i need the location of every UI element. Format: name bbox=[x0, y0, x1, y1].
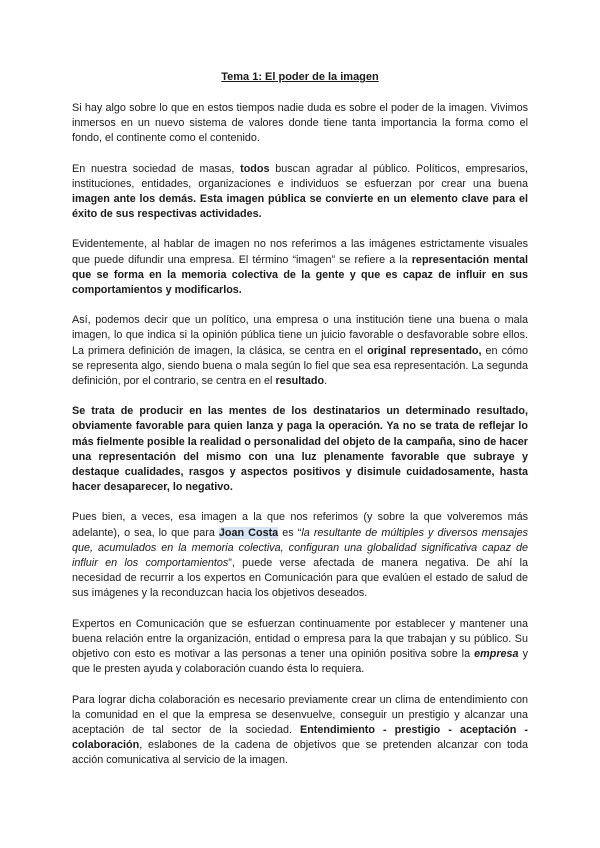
text-run: es “ bbox=[278, 526, 302, 539]
text-run: Evidentemente, al hablar de imagen no nos referimos a las imágenes estrictamente visuales que puede difundir una empresa. El término “imagen” se refiere a la bbox=[72, 238, 528, 266]
paragraph-mass-society bbox=[72, 162, 528, 223]
bold-paragraph-text: Se trata de producir en las mentes de los destinatarios un determinado resultado, obviamente favorable para quien lanza y paga la operación. Ya no se trata de reflejar lo más fielmente posible la realidad o personalidad del objeto de la campaña, sino de hacer una representación del mismo con una luz plenamente favorable que subraye y destaque cualidades, rasgos y aspectos positivos y disimule cuidadosamente, hasta hacer desaparecer, lo negativo. bbox=[72, 405, 529, 494]
page-title: Tema 1: El poder de la imagen bbox=[221, 71, 379, 83]
bold-run: representación mental que se forma en la memoria colectiva de la gente y que es capaz de influir en sus comportamientos y modificarlos. bbox=[72, 253, 528, 297]
bold-run: resultado bbox=[275, 375, 325, 388]
text-run: . bbox=[324, 375, 328, 388]
bold-run: todos bbox=[240, 162, 270, 175]
text-run: Pues bien, a veces, esa imagen a la que nos referimos (y sobre la que volveremos más adelante), o sea, lo que para bbox=[72, 511, 528, 539]
text-run: buscan agradar al público. Políticos, empresarios, instituciones, entidades, organizaciones e individuos se esfuerzan por crear una buena bbox=[72, 162, 528, 190]
paragraph-experts bbox=[72, 617, 528, 678]
text-run: en cómo se representa algo, siendo buena o mala según lo fiel que sea esa representación. La segunda definición, por el contrario, se centra en el bbox=[72, 344, 528, 388]
text-run: Expertos en Comunicación que se esfuerzan continuamente por establecer y mantener una buena relación entre la organización, entidad o empresa para la que trabajan y su público. Su objetivo con esto es motivar a las personas a tener una opinión positiva sobre la bbox=[72, 617, 528, 661]
italic-quote: la resultante de múltiples y diversos mensajes que, acumulados en la memoria colectiva, configuran una globalidad significativa capaz de influir en los comportamientos bbox=[72, 526, 529, 570]
text-run: En nuestra sociedad de masas, bbox=[72, 162, 241, 175]
paragraph-result bbox=[72, 404, 528, 495]
paragraph-image-term bbox=[72, 237, 528, 298]
bold-run: imagen ante los demás. Esta imagen pública se convierte en un elemento clave para el éxito de sus respectivas actividades. bbox=[72, 193, 528, 221]
text-run: y que le presten ayuda y colaboración cuando ésta lo requiera. bbox=[72, 648, 528, 676]
paragraph-definitions bbox=[72, 313, 528, 389]
bold-run: Entendimiento - prestigio - aceptación - colaboración bbox=[72, 723, 528, 752]
text-run: , eslabones de la cadena de objetivos que se pretenden alcanzar con toda acción comunicativa al servicio de la imagen. bbox=[72, 739, 528, 767]
highlighted-author: Joan Costa bbox=[218, 526, 279, 539]
text-run: Para lograr dicha colaboración es necesario previamente crear un clima de entendimiento con la comunidad en el que la empresa se desenvuelve, conseguir un prestigio y alcanzar una aceptación de tal sector de la sociedad. bbox=[72, 693, 528, 736]
text-run: ”, puede verse afectada de manera negativa. De ahí la necesidad de recurrir a los expertos en Comunicación para que evalúen el estado de salud de sus imágenes y la reconduzcan hacia los objetivos deseados. bbox=[72, 557, 528, 600]
bold-run: original representado, bbox=[367, 344, 482, 357]
text-run: Así, podemos decir que un político, una empresa o una institución tiene una buena o mala imagen, lo que indica si la opinión pública tiene un juicio favorable o desfavorable sobre ellos. La primera definición de imagen, la clásica, se centra en el bbox=[72, 314, 528, 357]
paragraph-joan-costa bbox=[72, 510, 528, 601]
paragraph-collaboration bbox=[72, 693, 528, 769]
paragraph-intro bbox=[72, 101, 528, 147]
bold-italic-run: empresa bbox=[474, 648, 519, 661]
paragraph-intro-text: Si hay algo sobre lo que en estos tiempos nadie duda es sobre el poder de la imagen. Vivimos inmersos en un nuevo sistema de valores donde tiene tanta importancia la forma como el fondo, el continente como el contenido. bbox=[72, 102, 528, 145]
